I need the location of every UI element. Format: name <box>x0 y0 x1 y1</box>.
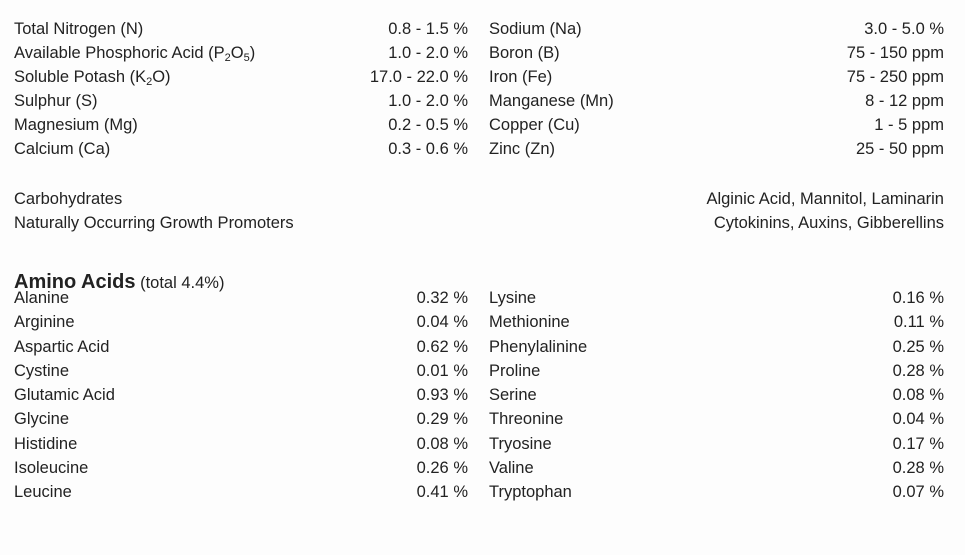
amino-value: 0.07 % <box>892 483 944 502</box>
table-row <box>14 359 944 383</box>
nutrient-value: 1.0 - 2.0 % <box>388 92 468 110</box>
nutrient-value: 75 - 150 ppm <box>846 44 944 62</box>
nutrient-name: Soluble Potash $(K_2O)$ <box>14 68 171 88</box>
nutrient-name: Sodium (Na) <box>489 20 582 38</box>
amino-value: 0.01 % <box>416 361 468 380</box>
amino-name: Cystine <box>14 361 70 380</box>
amino-name: Tryosine <box>489 434 552 453</box>
nutrient-name: Sulphur (S) <box>14 92 98 110</box>
nutrient-value: 0.2 - 0.5 % <box>388 116 468 134</box>
extras-label: Naturally Occurring Growth Promoters <box>14 214 294 232</box>
nutrient-name: Available Phosphoric Acid $(P_2O_5)$ <box>14 44 256 64</box>
amino-value: 0.28 % <box>892 361 944 380</box>
nutrient-row <box>14 137 944 161</box>
nutrient-value: 1.0 - 2.0 % <box>388 44 468 62</box>
nutrient-value: 17.0 - 22.0 % <box>369 68 468 86</box>
nutrient-value: 1 - 5 ppm <box>874 116 944 134</box>
amino-value: 0.29 % <box>416 410 468 429</box>
amino-name: Valine <box>489 459 534 478</box>
nutrient-row <box>14 65 944 89</box>
amino-name: Lysine <box>489 289 537 307</box>
nutrient-table <box>14 17 944 161</box>
amino-name: Phenylalinine <box>489 337 588 356</box>
nutrient-value: 75 - 250 ppm <box>846 68 944 86</box>
amino-name: Glycine <box>14 410 70 429</box>
amino-value: 0.26 % <box>416 459 468 478</box>
nutrient-name: Boron (B) <box>489 44 560 62</box>
amino-name: Histidine <box>14 434 78 453</box>
amino-name: Arginine <box>14 313 75 332</box>
nutrient-name: Magnesium (Mg) <box>14 116 138 134</box>
extras-table <box>14 187 944 235</box>
extras-row <box>14 187 944 211</box>
amino-name: Proline <box>489 361 541 380</box>
amino-value: 0.16 % <box>892 289 944 307</box>
amino-name: Glutamic Acid <box>14 386 115 405</box>
amino-value: 0.25 % <box>892 337 944 356</box>
amino-acids-total: (total 4.4%) <box>140 274 225 292</box>
nutrient-row <box>14 17 944 41</box>
table-row <box>14 310 944 334</box>
nutrient-name: Zinc (Zn) <box>489 140 555 158</box>
table-row <box>14 383 944 407</box>
amino-acids-table <box>14 286 944 505</box>
nutrient-value: 8 - 12 ppm <box>865 92 944 110</box>
nutrient-row <box>14 113 944 137</box>
nutrient-row <box>14 89 944 113</box>
nutrient-name: Manganese (Mn) <box>489 92 614 110</box>
nutrient-value: 25 - 50 ppm <box>855 140 944 158</box>
amino-value: 0.32 % <box>416 289 468 307</box>
table-row <box>14 432 944 456</box>
amino-value: 0.17 % <box>892 434 944 453</box>
amino-name: Methionine <box>489 313 570 332</box>
amino-value: 0.04 % <box>416 313 468 332</box>
table-row <box>14 456 944 480</box>
nutrient-name: Total Nitrogen (N) <box>14 20 144 38</box>
amino-value: 0.28 % <box>892 459 944 478</box>
table-row <box>14 407 944 431</box>
amino-value: 0.08 % <box>416 434 468 453</box>
table-row <box>14 335 944 359</box>
extras-value: Alginic Acid, Mannitol, Laminarin <box>706 190 944 208</box>
amino-value: 0.93 % <box>416 386 468 405</box>
nutrient-name: Calcium (Ca) <box>14 140 111 158</box>
nutrient-value: 0.8 - 1.5 % <box>388 20 468 38</box>
amino-value: 0.11 % <box>893 313 944 332</box>
amino-name: Alanine <box>14 289 70 307</box>
amino-name: Isoleucine <box>14 459 89 478</box>
extras-value: Cytokinins, Auxins, Gibberellins <box>713 214 944 232</box>
amino-name: Aspartic Acid <box>14 337 110 356</box>
table-row <box>14 286 944 310</box>
amino-acids-title: Amino Acids <box>14 271 136 293</box>
extras-label: Carbohydrates <box>14 190 123 208</box>
amino-name: Threonine <box>489 410 564 429</box>
amino-name: Serine <box>489 386 537 405</box>
amino-value: 0.62 % <box>416 337 468 356</box>
amino-name: Leucine <box>14 483 72 502</box>
nutrient-value: 3.0 - 5.0 % <box>864 20 944 38</box>
nutrient-value: 0.3 - 0.6 % <box>388 140 468 158</box>
nutrient-name: Iron (Fe) <box>489 68 553 86</box>
table-row <box>14 480 944 504</box>
amino-value: 0.04 % <box>892 410 944 429</box>
amino-value: 0.08 % <box>892 386 944 405</box>
nutrient-name: Copper (Cu) <box>489 116 580 134</box>
nutrient-row <box>14 41 944 65</box>
amino-name: Tryptophan <box>489 483 572 502</box>
extras-row <box>14 211 944 235</box>
amino-value: 0.41 % <box>416 483 468 502</box>
